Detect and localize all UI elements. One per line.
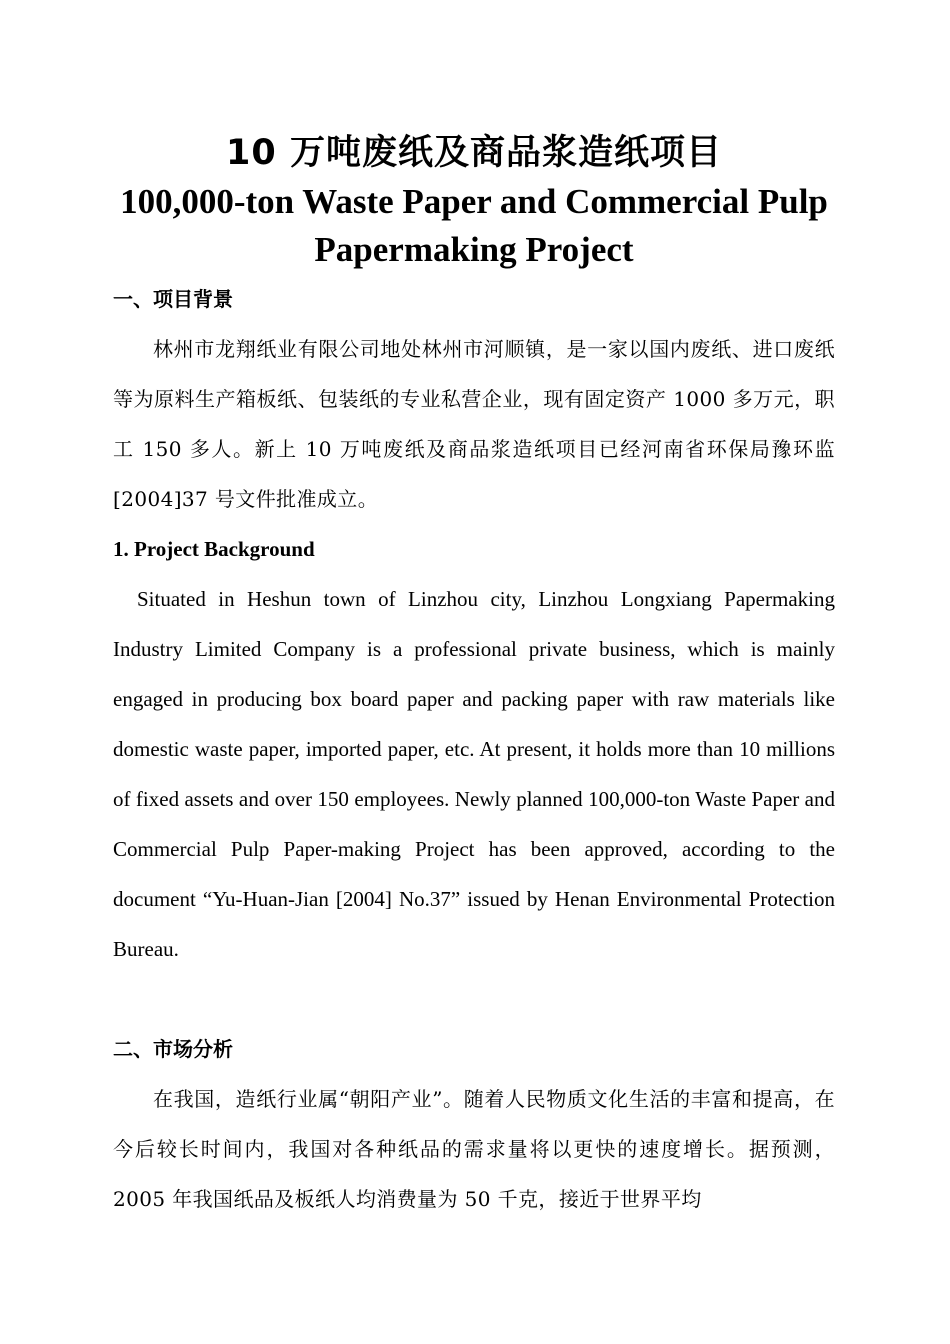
document-title-chinese: 10 万吨废纸及商品浆造纸项目 bbox=[226, 133, 722, 173]
document-title-english: 100,000-ton Waste Paper and Commercial Pulp Papermaking Project bbox=[120, 182, 828, 269]
document-page bbox=[113, 128, 835, 1224]
section-1-heading-chinese: 一、项目背景 bbox=[113, 287, 233, 311]
section-1-paragraph-english: Situated in Heshun town of Linzhou city, Linzhou Longxiang Papermaking Industry Limited Company is a professional private business, which is mainly engaged in producing box board paper and packing paper with raw materials like domestic waste paper, imported paper, etc. At present, it holds more than 10 millions of fixed assets and over 150 employees. Newly planned 100,000-ton Waste Paper and Commercial Pulp Paper-making Project has been approved, according to the document “Yu-Huan-Jian [2004] No.37” issued by Henan Environmental Protection Bureau. bbox=[113, 587, 835, 961]
section-1-heading-english: 1. Project Background bbox=[113, 537, 315, 561]
section-2-heading-chinese: 二、市场分析 bbox=[113, 1037, 233, 1061]
section-spacer bbox=[113, 974, 835, 1024]
section-2-paragraph-chinese: 在我国，造纸行业属“朝阳产业”。随着人民物质文化生活的丰富和提高，在今后较长时间内，我国对各种纸品的需求量将以更快的速度增长。据预测，2005 年我国纸品及板纸人均消费量为 50 千克，接近于世界平均 bbox=[113, 1087, 835, 1211]
section-1-paragraph-chinese: 林州市龙翔纸业有限公司地处林州市河顺镇，是一家以国内废纸、进口废纸等为原料生产箱板纸、包装纸的专业私营企业，现有固定资产 1000 多万元，职工 150 多人。新上 10 万吨废纸及商品浆造纸项目已经河南省环保局豫环监[2004]37 号文件批准成立。 bbox=[113, 337, 835, 511]
